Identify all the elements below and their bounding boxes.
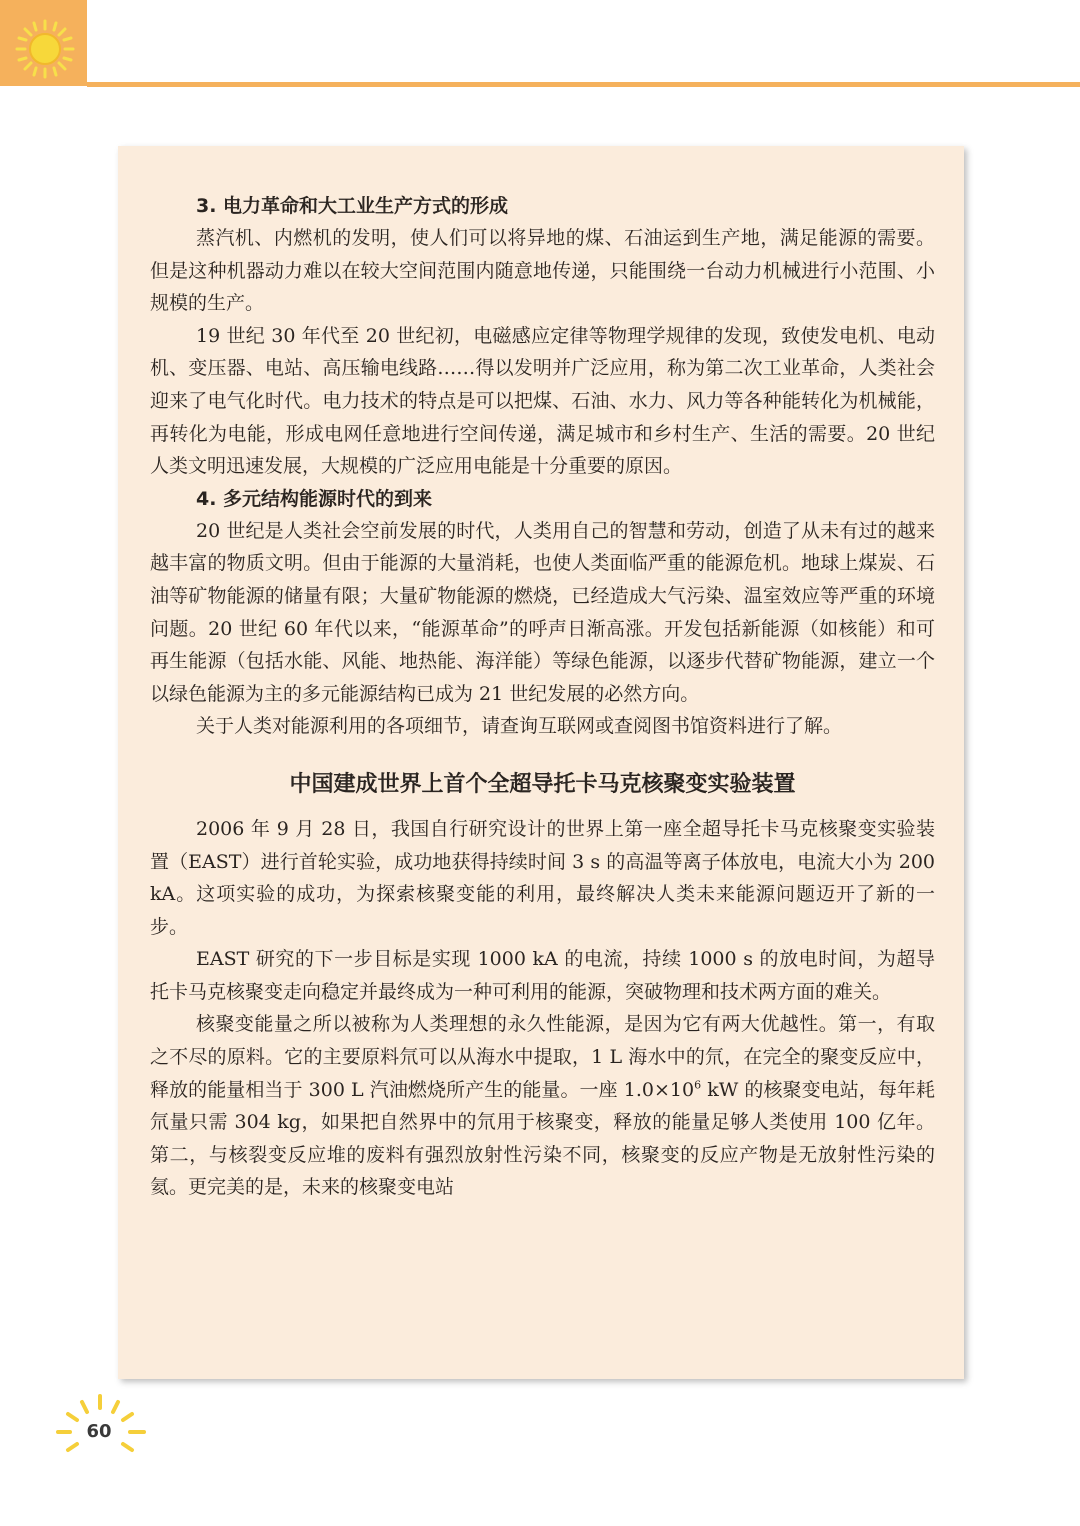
header-rule <box>87 82 1080 87</box>
section-3-paragraph-2: 19 世纪 30 年代至 20 世纪初，电磁感应定律等物理学规律的发现，致使发电机、电动机、变压器、电站、高压输电线路……得以发明并广泛应用，称为第二次工业革命，人类社会迎来了电气化时代。电力技术的特点是可以把煤、石油、水力、风力等各种能转化为机械能，再转化为电能，形成电网任意地进行空间传递，满足城市和乡村生产、生活的需要。20 世纪人类文明迅速发展，大规模的广泛应用电能是十分重要的原因。 <box>150 324 935 478</box>
page-content <box>150 190 935 1204</box>
box-paragraph-3-part-b: kW 的核聚变电站，每年耗氘量只需 304 kg，如果把自然界中的氘用于核聚变，释放的能量足够人类使用 100 亿年。第二，与核裂变反应堆的废料有强烈放射性污染不同，核聚变的反应产物是无放射性污染的氦。更完美的是，未来的核聚变电站 <box>150 1078 935 1199</box>
section-4-paragraph-2: 关于人类对能源利用的各项细节，请查询互联网或查阅图书馆资料进行了解。 <box>196 715 843 738</box>
header-color-block <box>0 0 87 86</box>
box-paragraph-2: EAST 研究的下一步目标是实现 1000 kA 的电流，持续 1000 s 的放电时间，为超导托卡马克核聚变走向稳定并最终成为一种可利用的能源，突破物理和技术两方面的难关。 <box>150 948 935 1003</box>
box-paragraph-1: 2006 年 9 月 28 日，我国自行研究设计的世界上第一座全超导托卡马克核聚变实验装置（EAST）进行首轮实验，成功地获得持续时间 3 s 的高温等离子体放电，电流大小为 200 kA。这项实验的成功，为探索核聚变能的利用，最终解决人类未来能源问题迈开了新的一步。 <box>150 817 935 938</box>
page-number: 60 <box>86 1421 112 1442</box>
box-paragraph-3 <box>150 1008 935 1204</box>
sun-icon <box>14 18 76 80</box>
section-4-paragraph-1: 20 世纪是人类社会空前发展的时代，人类用自己的智慧和劳动，创造了从未有过的越来越丰富的物质文明。但由于能源的大量消耗，也使人类面临严重的能源危机。地球上煤炭、石油等矿物能源的储量有限；大量矿物能源的燃烧，已经造成大气污染、温室效应等严重的环境问题。20 世纪 60 年代以来，“能源革命”的呼声日渐高涨。开发包括新能源（如核能）和可再生能源（包括水能、风能、地热能、海洋能）等绿色能源，以逐步代替矿物能源，建立一个以绿色能源为主的多元能源结构已成为 21 世纪发展的必然方向。 <box>150 519 935 705</box>
box-paragraph-3-part-a: 核聚变能量之所以被称为人类理想的永久性能源，是因为它有两大优越性。第一，有取之不尽的原料。它的主要原料氘可以从海水中提取，1 L 海水中的氘，在完全的聚变反应中，释放的能量相当于 300 L 汽油燃烧所产生的能量。一座 1.0×10 <box>150 1013 935 1101</box>
section-3-paragraph-1: 蒸汽机、内燃机的发明，使人们可以将异地的煤、石油运到生产地，满足能源的需要。但是这种机器动力难以在较大空间范围内随意地传递，只能围绕一台动力机械进行小范围、小规模的生产。 <box>150 227 935 315</box>
section-3-heading: 3. 电力革命和大工业生产方式的形成 <box>196 195 509 217</box>
box-title: 中国建成世界上首个全超导托卡马克核聚变实验装置 <box>289 771 796 797</box>
section-4-heading: 4. 多元结构能源时代的到来 <box>196 487 433 510</box>
exponent: 6 <box>694 1078 702 1092</box>
